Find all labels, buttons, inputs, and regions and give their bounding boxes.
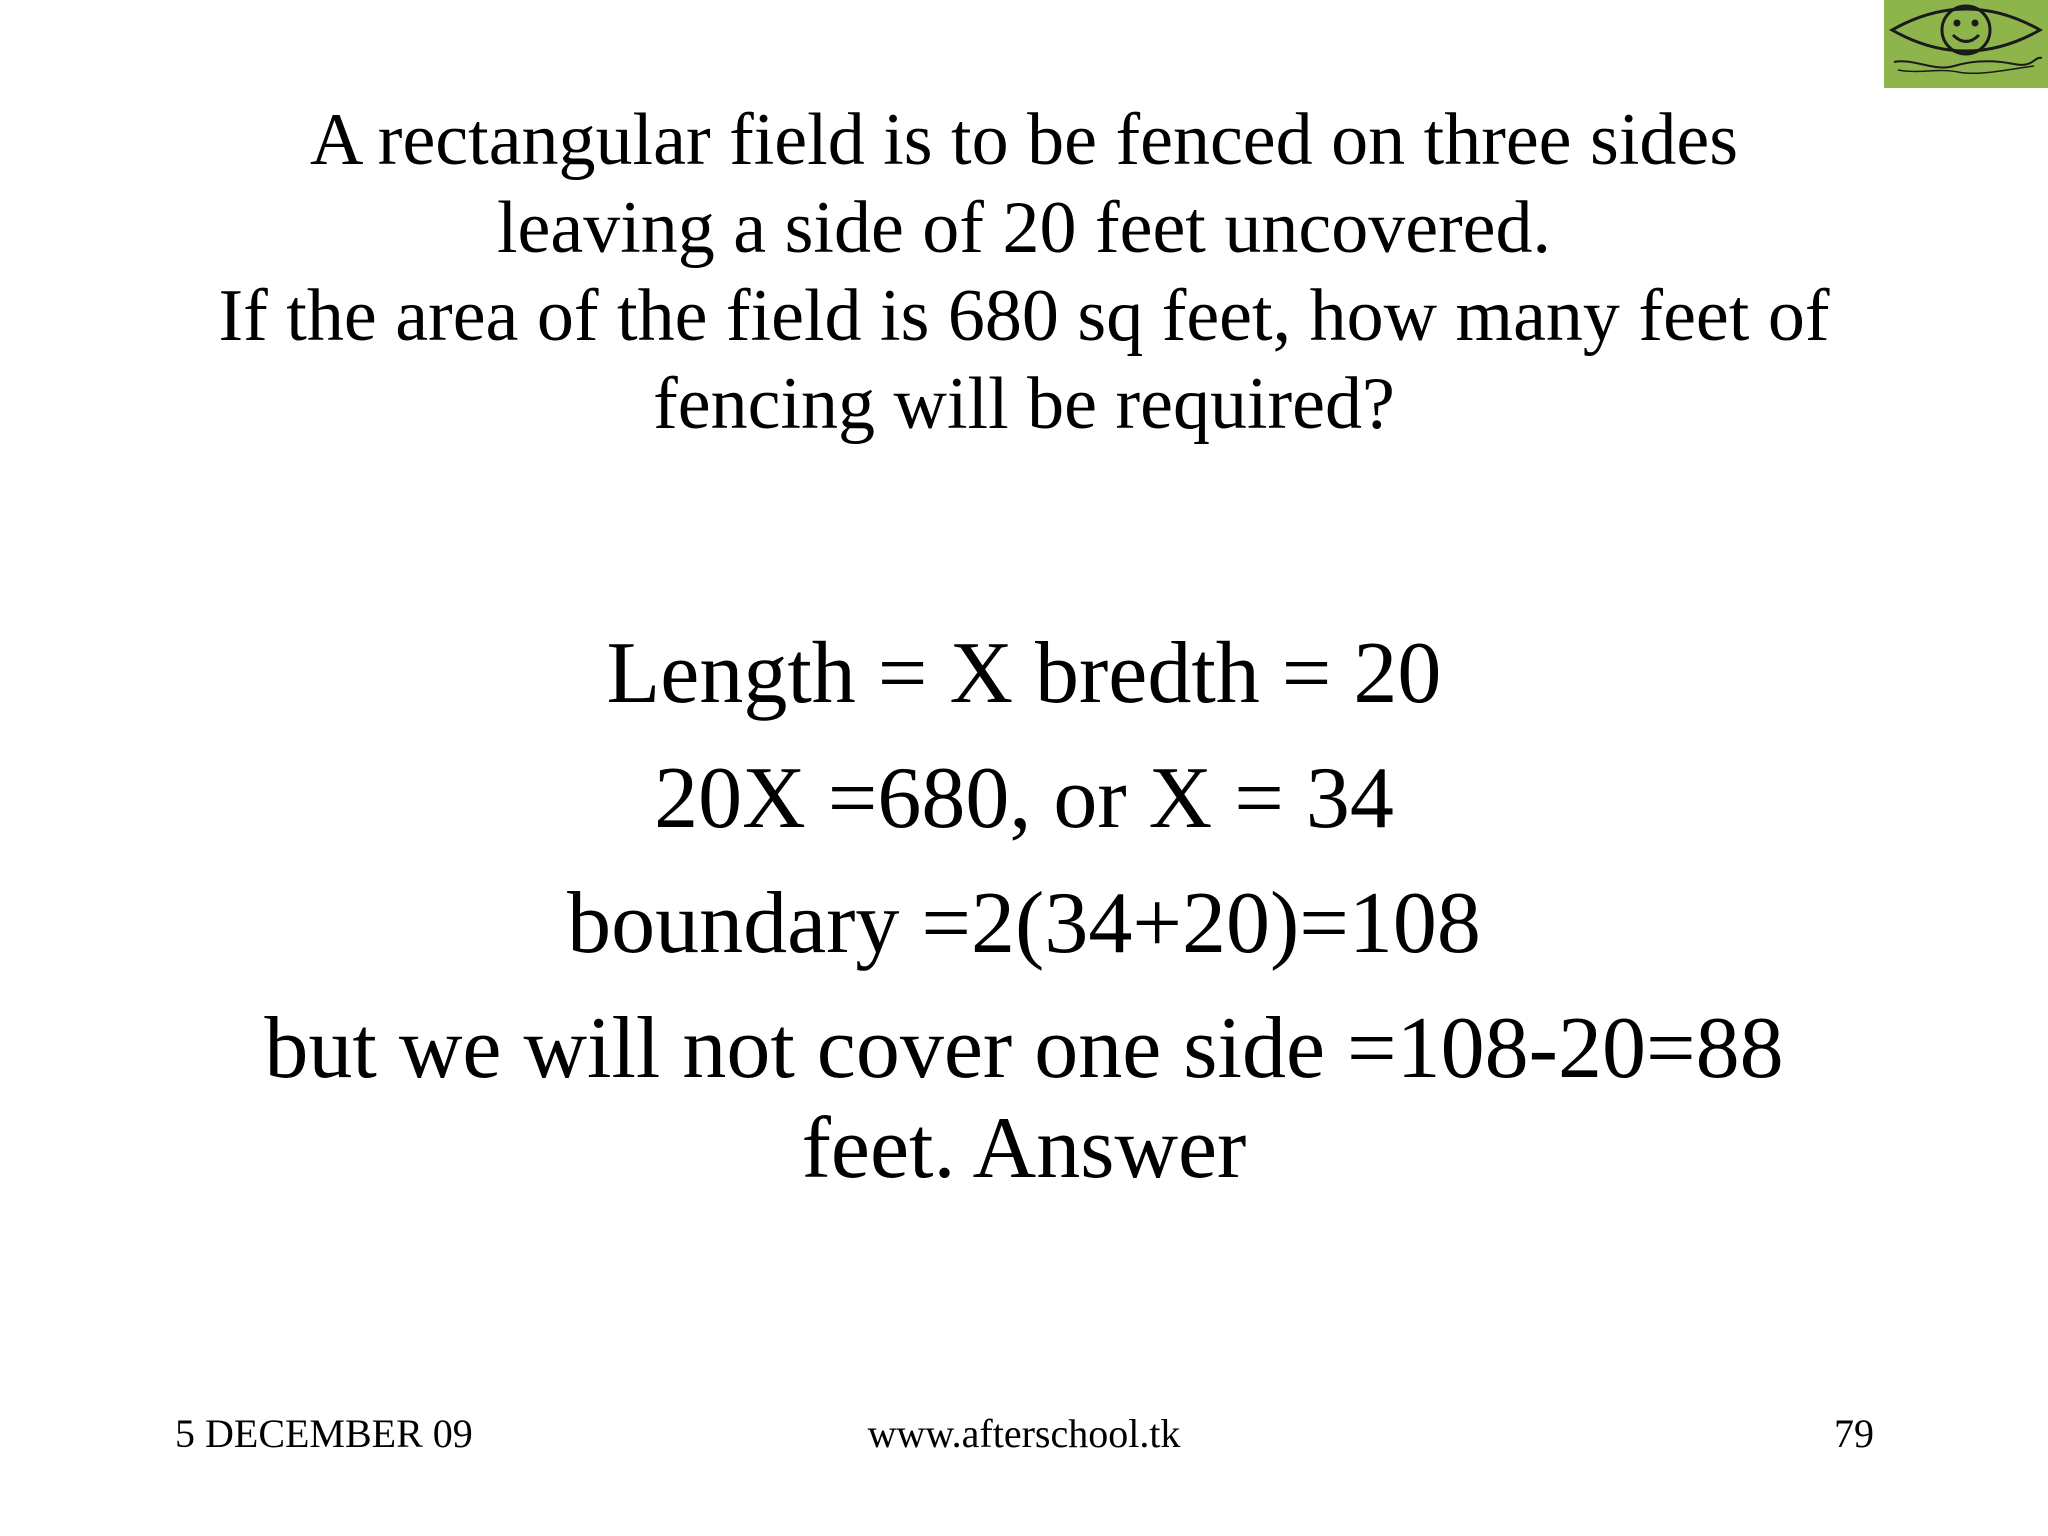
conclusion-line: but we will not cover one side =108-20=88 bbox=[264, 1000, 1784, 1097]
solution-step: Length = X bredth = 20 bbox=[606, 625, 1442, 722]
smiley-eye-logo-icon bbox=[1884, 0, 2048, 88]
problem-statement bbox=[100, 96, 1948, 448]
solution-step: 20X =680, or X = 34 bbox=[654, 750, 1394, 847]
solution-steps bbox=[100, 624, 1948, 1224]
footer-website: www.afterschool.tk bbox=[867, 1411, 1181, 1456]
solution-step: boundary =2(34+20)=108 bbox=[567, 875, 1481, 972]
footer-date: 5 DECEMBER 09 bbox=[175, 1411, 473, 1456]
conclusion-line: feet. Answer bbox=[801, 1100, 1247, 1197]
problem-line: fencing will be required? bbox=[653, 363, 1395, 445]
problem-line: A rectangular field is to be fenced on three sides bbox=[309, 99, 1739, 181]
page-number: 79 bbox=[1834, 1411, 1874, 1456]
problem-line: leaving a side of 20 feet uncovered. bbox=[496, 187, 1552, 269]
solution-conclusion bbox=[100, 999, 1948, 1199]
logo bbox=[1884, 0, 2048, 88]
problem-line: If the area of the field is 680 sq feet, how many feet of bbox=[218, 275, 1830, 357]
